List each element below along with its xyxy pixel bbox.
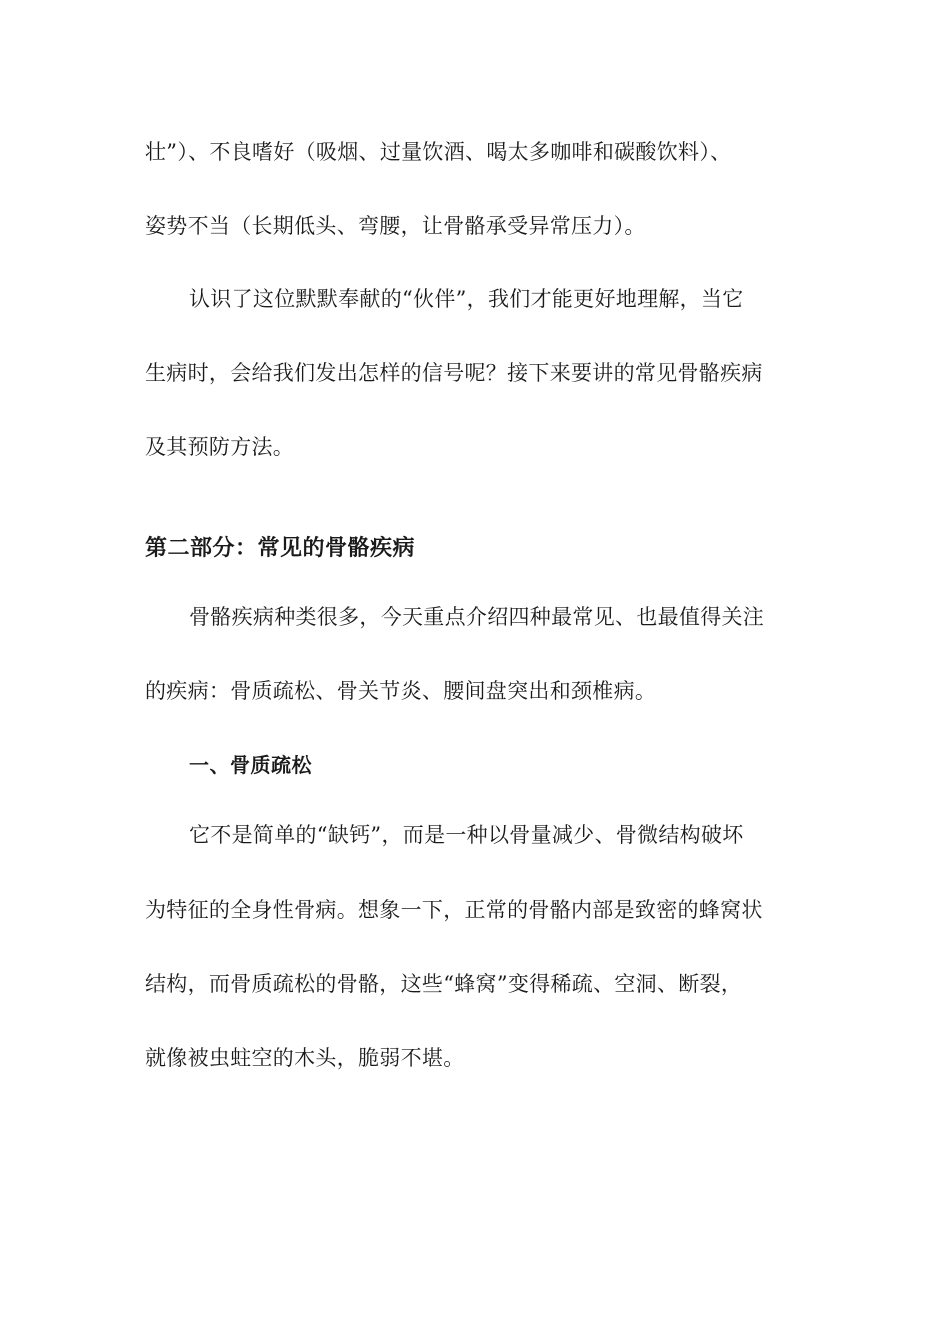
paragraph-line: 生病时，会给我们发出怎样的信号呢？接下来要讲的常见骨骼疾病 [145, 361, 763, 385]
paragraph-line: 的疾病：骨质疏松、骨关节炎、腰间盘突出和颈椎病。 [145, 679, 657, 703]
paragraph-line: 为特征的全身性骨病。想象一下，正常的骨骼内部是致密的蜂窝状 [145, 898, 763, 922]
paragraph-line: 认识了这位默默奉献的“伙伴”，我们才能更好地理解，当它 [189, 287, 744, 311]
paragraph-line: 骨骼疾病种类很多，今天重点介绍四种最常见、也最值得关注 [189, 605, 765, 629]
paragraph-line: 结构，而骨质疏松的骨骼，这些“蜂窝”变得稀疏、空洞、断裂， [145, 972, 743, 996]
subsection-heading: 一、骨质疏松 [189, 753, 312, 777]
paragraph-line: 它不是简单的“缺钙”，而是一种以骨量减少、骨微结构破坏 [189, 823, 744, 847]
paragraph-line: 及其预防方法。 [145, 435, 295, 459]
paragraph-line: 就像被虫蛀空的木头，脆弱不堪。 [145, 1046, 465, 1070]
section-heading: 第二部分：常见的骨骼疾病 [145, 536, 416, 561]
paragraph-line: 姿势不当（长期低头、弯腰，让骨骼承受异常压力）。 [145, 214, 646, 238]
paragraph-line: 壮”）、不良嗜好（吸烟、过量饮酒、喝太多咖啡和碳酸饮料）、 [145, 140, 732, 164]
